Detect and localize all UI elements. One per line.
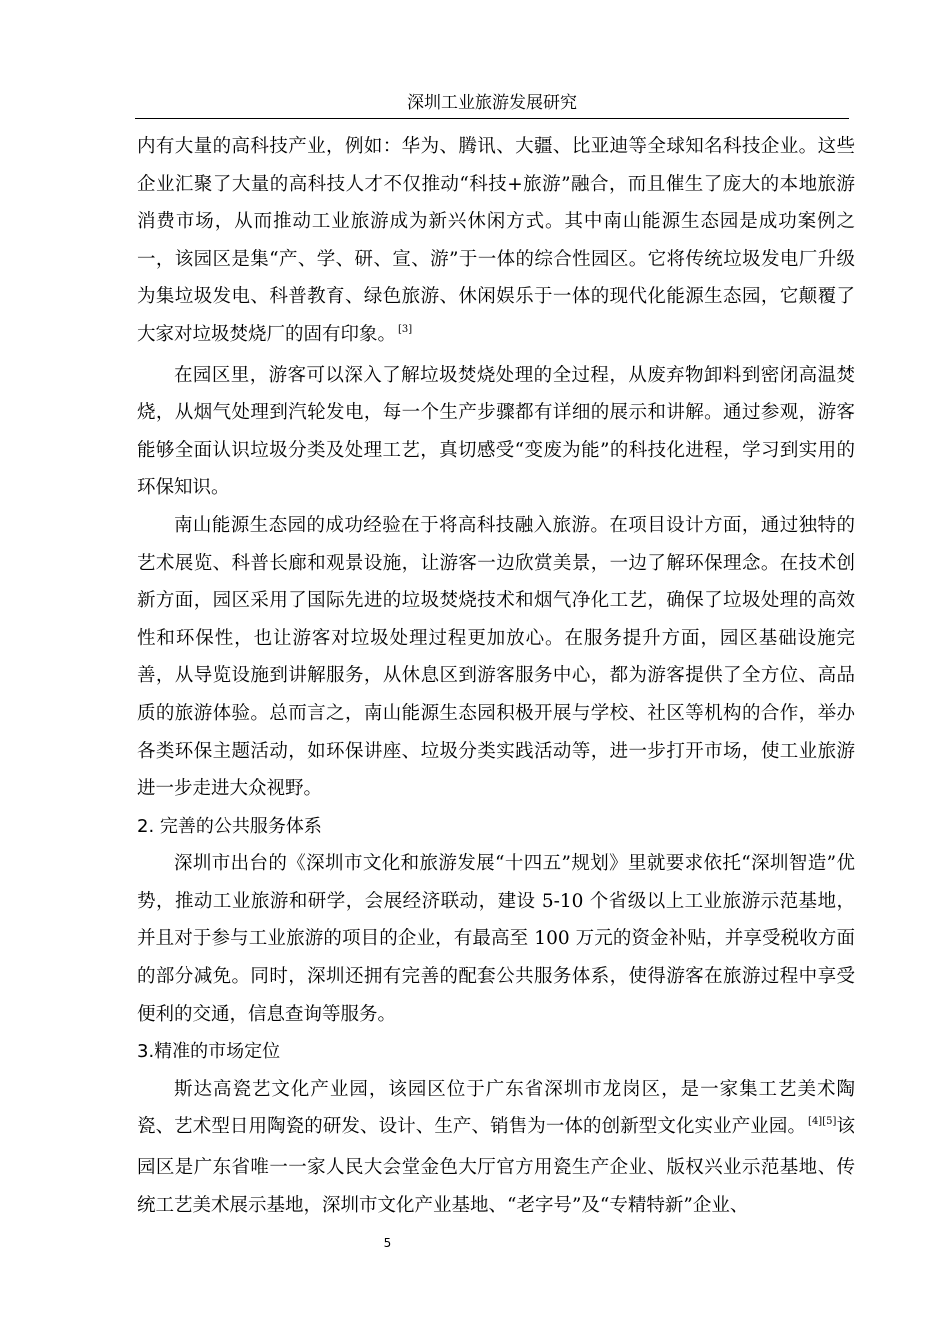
paragraph: 在园区里，游客可以深入了解垃圾焚烧处理的全过程，从废弃物卸料到密闭高温焚烧，从烟气处理到汽轮发电，每一个生产步骤都有详细的展示和讲解。通过参观，游客能够全面认识垃圾分类及处理工艺，真切感受“变废为能”的科技化进程，学习到实用的环保知识。 <box>137 364 855 499</box>
section-heading: 3.精准的市场定位 <box>137 1041 281 1063</box>
citation: [3] <box>398 323 413 335</box>
paragraph-text: 斯达高瓷艺文化产业园，该园区位于广东省深圳市龙岗区，是一家集工艺美术陶瓷、艺术型日用陶瓷的研发、设计、生产、销售为一体的创新型文化实业产业园。 <box>137 1078 855 1138</box>
citation: [4][5] <box>808 1116 837 1128</box>
paragraph <box>137 128 855 357</box>
section-heading: 2. 完善的公共服务体系 <box>137 815 322 837</box>
paragraph: 南山能源生态园的成功经验在于将高科技融入旅游。在项目设计方面，通过独特的艺术展览、科普长廊和观景设施，让游客一边欣赏美景，一边了解环保理念。在技术创新方面，园区采用了国际先进的垃圾焚烧技术和烟气净化工艺，确保了垃圾处理的高效性和环保性，也让游客对垃圾处理过程更加放心。在服务提升方面，园区基础设施完善，从导览设施到讲解服务，从休息区到游客服务中心，都为游客提供了全方位、高品质的旅游体验。总而言之，南山能源生态园积极开展与学校、社区等机构的合作，举办各类环保主题活动，如环保讲座、垃圾分类实践活动等，进一步打开市场，使工业旅游进一步走进大众视野。 <box>137 514 855 800</box>
body-text <box>137 128 855 1224</box>
paragraph: 深圳市出台的《深圳市文化和旅游发展“十四五”规划》里就要求依托“深圳智造”优势，推动工业旅游和研学，会展经济联动，建设 5-10 个省级以上工业旅游示范基地，并且对于参与工业旅游的项目的企业，有最高至 100 万元的资金补贴，并享受税收方面的部分减免。同时，深圳还拥有完善的配套公共服务体系，使得游客在旅游过程中享受便利的交通，信息查询等服务。 <box>137 853 855 1025</box>
paragraph <box>137 1071 855 1224</box>
paragraph-text: 该园区是广东省唯一一家人民大会堂金色大厅官方用瓷生产企业、版权兴业示范基地、传统工艺美术展示基地，深圳市文化产业基地、“老字号”及“专精特新”企业、 <box>137 1116 855 1216</box>
page-number: 5 <box>383 1236 392 1250</box>
running-header: 深圳工业旅游发展研究 <box>135 88 849 119</box>
paragraph-text: 内有大量的高科技产业，例如：华为、腾讯、大疆、比亚迪等全球知名科技企业。这些企业汇聚了大量的高科技人才不仅推动“科技+旅游”融合，而且催生了庞大的本地旅游消费市场，从而推动工业旅游成为新兴休闲方式。其中南山能源生态园是成功案例之一，该园区是集“产、学、研、宣、游”于一体的综合性园区。它将传统垃圾发电厂升级为集垃圾发电、科普教育、绿色旅游、休闲娱乐于一体的现代化能源生态园，它颠覆了大家对垃圾焚烧厂的固有印象。 <box>137 136 855 345</box>
